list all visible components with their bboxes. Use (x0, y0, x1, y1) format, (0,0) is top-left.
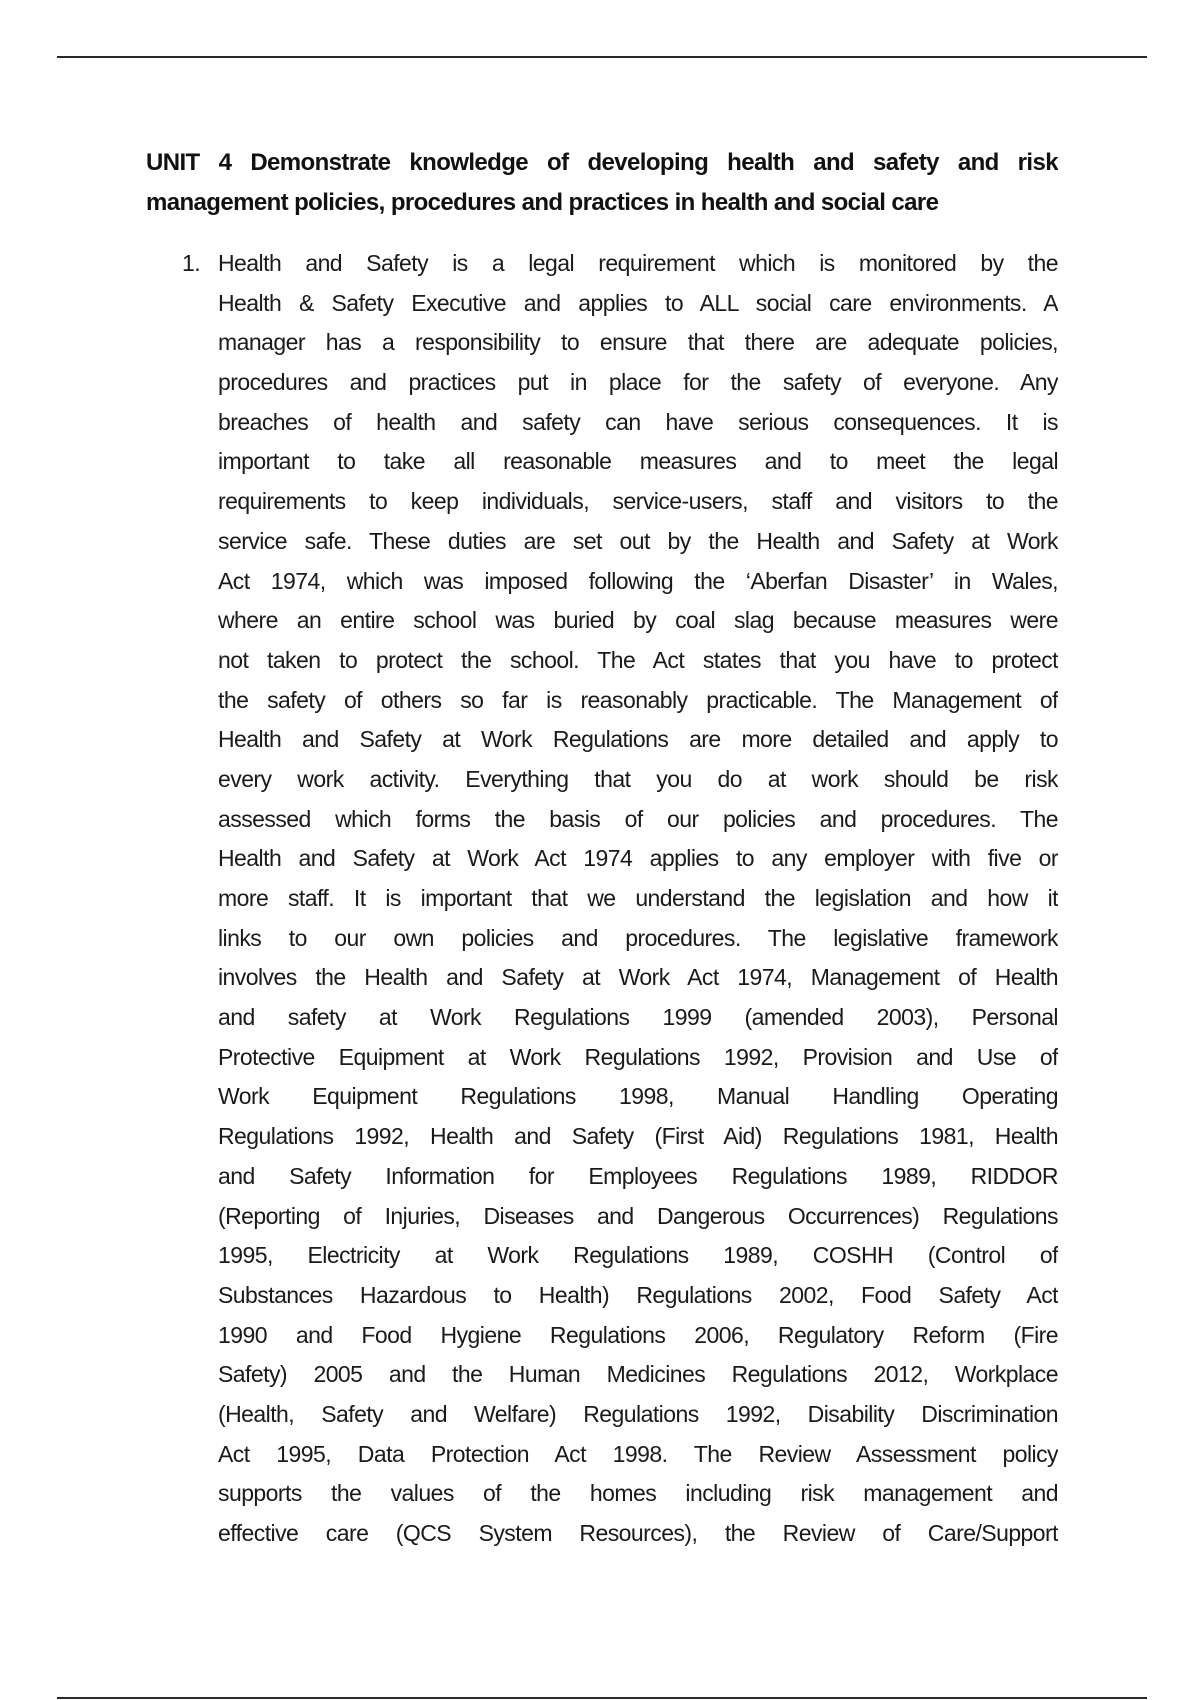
text-line: assessed which forms the basis of our policies and procedures. The (218, 805, 1058, 832)
text-line: Act 1974, which was imposed following the ‘Aberfan Disaster’ in Wales, (218, 567, 1058, 594)
text-line: involves the Health and Safety at Work Act 1974, Management of Health (218, 964, 1058, 991)
text-line: 1990 and Food Hygiene Regulations 2006, Regulatory Reform (Fire (218, 1321, 1058, 1348)
paragraph-body (218, 244, 1058, 1554)
text-line: (Health, Safety and Welfare) Regulations 1992, Disability Discrimination (218, 1400, 1058, 1427)
text-line: Regulations 1992, Health and Safety (First Aid) Regulations 1981, Health (218, 1123, 1058, 1150)
text-line: 1995, Electricity at Work Regulations 1989, COSHH (Control of (218, 1242, 1058, 1269)
header-rule (57, 56, 1147, 58)
text-line: and safety at Work Regulations 1999 (amended 2003), Personal (218, 1004, 1058, 1031)
list-marker: 1. (182, 250, 201, 276)
text-line: (Reporting of Injuries, Diseases and Dangerous Occurrences) Regulations (218, 1202, 1058, 1229)
heading-line: UNIT 4 Demonstrate knowledge of developing health and safety and risk (146, 149, 1058, 176)
text-line: Health and Safety at Work Act 1974 applies to any employer with five or (218, 845, 1058, 872)
text-line: links to our own policies and procedures. The legislative framework (218, 924, 1058, 951)
text-line: requirements to keep individuals, service-users, staff and visitors to the (218, 488, 1058, 515)
text-line: Safety) 2005 and the Human Medicines Regulations 2012, Workplace (218, 1361, 1058, 1388)
footer-rule (57, 1697, 1147, 1699)
text-line: breaches of health and safety can have serious consequences. It is (218, 408, 1058, 435)
text-line: Health and Safety at Work Regulations are more detailed and apply to (218, 726, 1058, 753)
text-line: and Safety Information for Employees Regulations 1989, RIDDOR (218, 1162, 1058, 1189)
text-line: Protective Equipment at Work Regulations 1992, Provision and Use of (218, 1043, 1058, 1070)
text-line: effective care (QCS System Resources), the Review of Care/Support (218, 1520, 1058, 1546)
list-item (146, 244, 1058, 1554)
text-line: Work Equipment Regulations 1998, Manual Handling Operating (218, 1083, 1058, 1110)
text-line: service safe. These duties are set out by the Health and Safety at Work (218, 527, 1058, 554)
heading-line: management policies, procedures and practices in health and social care (146, 188, 939, 216)
text-line: every work activity. Everything that you do at work should be risk (218, 765, 1058, 792)
text-line: manager has a responsibility to ensure that there are adequate policies, (218, 329, 1058, 356)
page-heading (146, 143, 1058, 222)
text-line: more staff. It is important that we understand the legislation and how it (218, 885, 1058, 911)
text-line: important to take all reasonable measures and to meet the legal (218, 448, 1058, 475)
text-line: Act 1995, Data Protection Act 1998. The Review Assessment policy (218, 1440, 1058, 1467)
text-line: Health & Safety Executive and applies to ALL social care environments. A (218, 289, 1058, 316)
text-line: procedures and practices put in place for the safety of everyone. Any (218, 369, 1058, 396)
text-line: where an entire school was buried by coal slag because measures were (218, 607, 1058, 634)
text-line: not taken to protect the school. The Act states that you have to protect (218, 646, 1058, 673)
text-line: supports the values of the homes including risk management and (218, 1480, 1058, 1507)
numbered-list (146, 244, 1058, 1554)
text-line: Health and Safety is a legal requirement which is monitored by the (218, 250, 1058, 276)
text-line: Substances Hazardous to Health) Regulations 2002, Food Safety Act (218, 1281, 1058, 1308)
text-line: the safety of others so far is reasonably practicable. The Management of (218, 686, 1058, 713)
